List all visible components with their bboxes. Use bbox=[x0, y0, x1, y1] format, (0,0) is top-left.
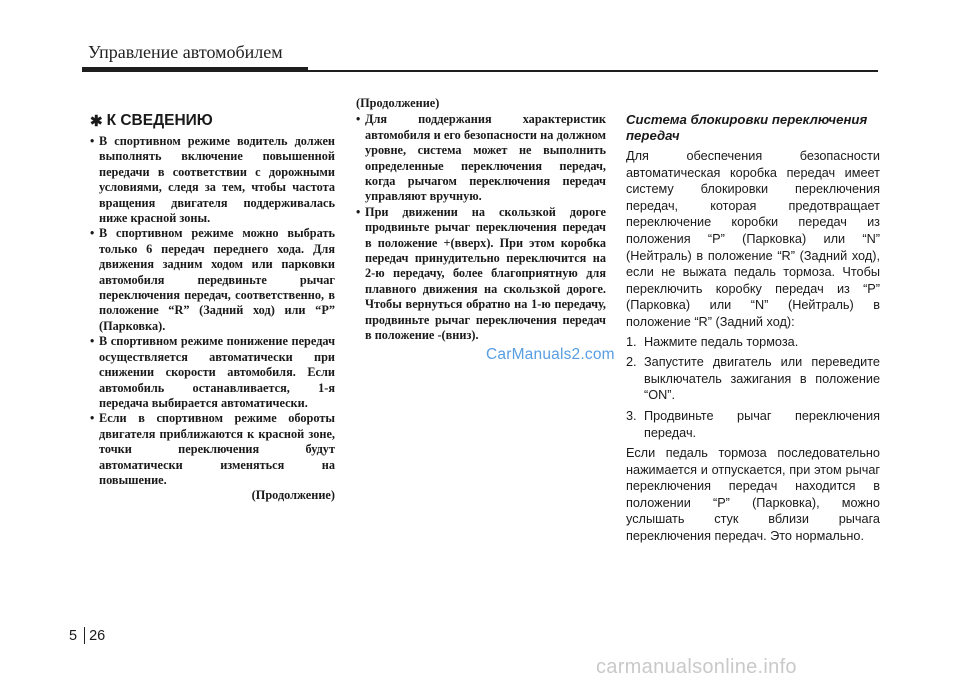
watermark-link[interactable]: CarManuals2.com bbox=[486, 346, 615, 363]
asterisk-icon: ✱ bbox=[90, 112, 103, 130]
bullet-dot-icon: • bbox=[356, 204, 361, 219]
info-bullet bbox=[90, 226, 335, 334]
page-number bbox=[69, 627, 105, 644]
step-text: Запустите двигатель или переведите выключатель зажигания в положение “ON”. bbox=[644, 355, 880, 403]
info-heading-text: К СВЕДЕНИЮ bbox=[106, 112, 213, 129]
info-bullet bbox=[90, 334, 335, 411]
page-header-title: Управление автомобилем bbox=[88, 42, 283, 62]
page-number-divider bbox=[84, 627, 85, 644]
header-rule-thin bbox=[306, 70, 878, 72]
step-number: 1. bbox=[626, 334, 637, 349]
column-1 bbox=[90, 112, 335, 504]
watermark-text: carmanualsonline.info bbox=[596, 656, 797, 678]
step-item bbox=[626, 408, 880, 441]
section-title: Система блокировки переключения передач bbox=[626, 112, 868, 143]
step-item bbox=[626, 354, 880, 404]
continued-label: (Продолжение) bbox=[251, 488, 335, 503]
section-outro: Если педаль тормоза последовательно нажимается и отпускается, при этом рычаг переключения передач находится в положении “P” (Парковка), можно услышать стук вблизи рычага переключения передач. Это нормально. bbox=[626, 446, 880, 544]
info-bullet bbox=[356, 205, 606, 344]
info-bullet-text: При движении на скользкой дороге продвиньте рычаг переключения передач в положение +(вверх). При этом коробка передач принудительно переключится на 2-ю передачу, более благоприятную для плавного движения на скользкой дороге. Чтобы вернуться обратно на 1-ю передачу, продвиньте рычаг переключения передач в положение -(вниз). bbox=[365, 204, 606, 343]
info-bullet-text: В спортивном режиме водитель должен выполнять включение повышенной передачи в соответствии с дорожными условиями, следя за тем, чтобы частота вращения двигателя поддерживалась ниже красной зоны. bbox=[99, 134, 335, 226]
page-number-value: 26 bbox=[89, 627, 106, 644]
step-number: 3. bbox=[626, 408, 637, 423]
bullet-dot-icon: • bbox=[356, 112, 361, 127]
column-2 bbox=[356, 96, 606, 344]
info-bullet-text: Для поддержания характеристик автомобиля и его безопасности на должном уровне, система может не выполнить определенные переключения передач, когда рычагом переключения передач управляют вручную. bbox=[365, 112, 606, 204]
bullet-dot-icon: • bbox=[90, 334, 95, 349]
bullet-dot-icon: • bbox=[90, 134, 95, 148]
column-3 bbox=[626, 112, 880, 545]
step-number: 2. bbox=[626, 355, 637, 370]
info-bullet-text: В спортивном режиме можно выбрать только 6 передач переднего хода. Для движения задним ходом или парковки автомобиля передвиньте рычаг переключения передач, соответственно, в положение “R” (Задний ход) или “P” (Парковка). bbox=[99, 226, 335, 333]
bullet-dot-icon: • bbox=[90, 226, 95, 241]
step-text: Нажмите педаль тормоза. bbox=[644, 334, 799, 349]
section-intro: Для обеспечения безопасности автоматическая коробка передач имеет систему блокировки переключения передач, которая предотвращает переключение коробки передач из положения “P” (Парковка) или “N” (Нейтраль) в положение “R” (Задний ход), если не выжата педаль тормоза. Чтобы переключить коробку передач из “P” (Парковка) или “N” (Нейтраль) в положение “R” (Задний ход): bbox=[626, 149, 880, 329]
header-rule-thick bbox=[82, 67, 308, 72]
steps-list bbox=[626, 334, 880, 442]
step-item bbox=[626, 334, 880, 351]
chapter-number: 5 bbox=[69, 627, 78, 644]
info-bullet-text: Если в спортивном режиме обороты двигателя приближаются к красной зоне, точки переключения будут автоматически изменяться на повышение. bbox=[99, 411, 335, 487]
step-text: Продвиньте рычаг переключения передач. bbox=[644, 408, 880, 440]
info-bullet bbox=[356, 112, 606, 204]
info-bullet-text: В спортивном режиме понижение передач осуществляется автоматически при снижении скорости автомобиля. Если автомобиль останавливается, 1-я передача выбирается автоматически. bbox=[99, 334, 335, 410]
bullet-dot-icon: • bbox=[90, 411, 95, 426]
info-bullet bbox=[90, 134, 335, 226]
continued-label: (Продолжение) bbox=[356, 96, 440, 110]
info-bullet bbox=[90, 411, 335, 488]
info-heading bbox=[90, 112, 335, 130]
